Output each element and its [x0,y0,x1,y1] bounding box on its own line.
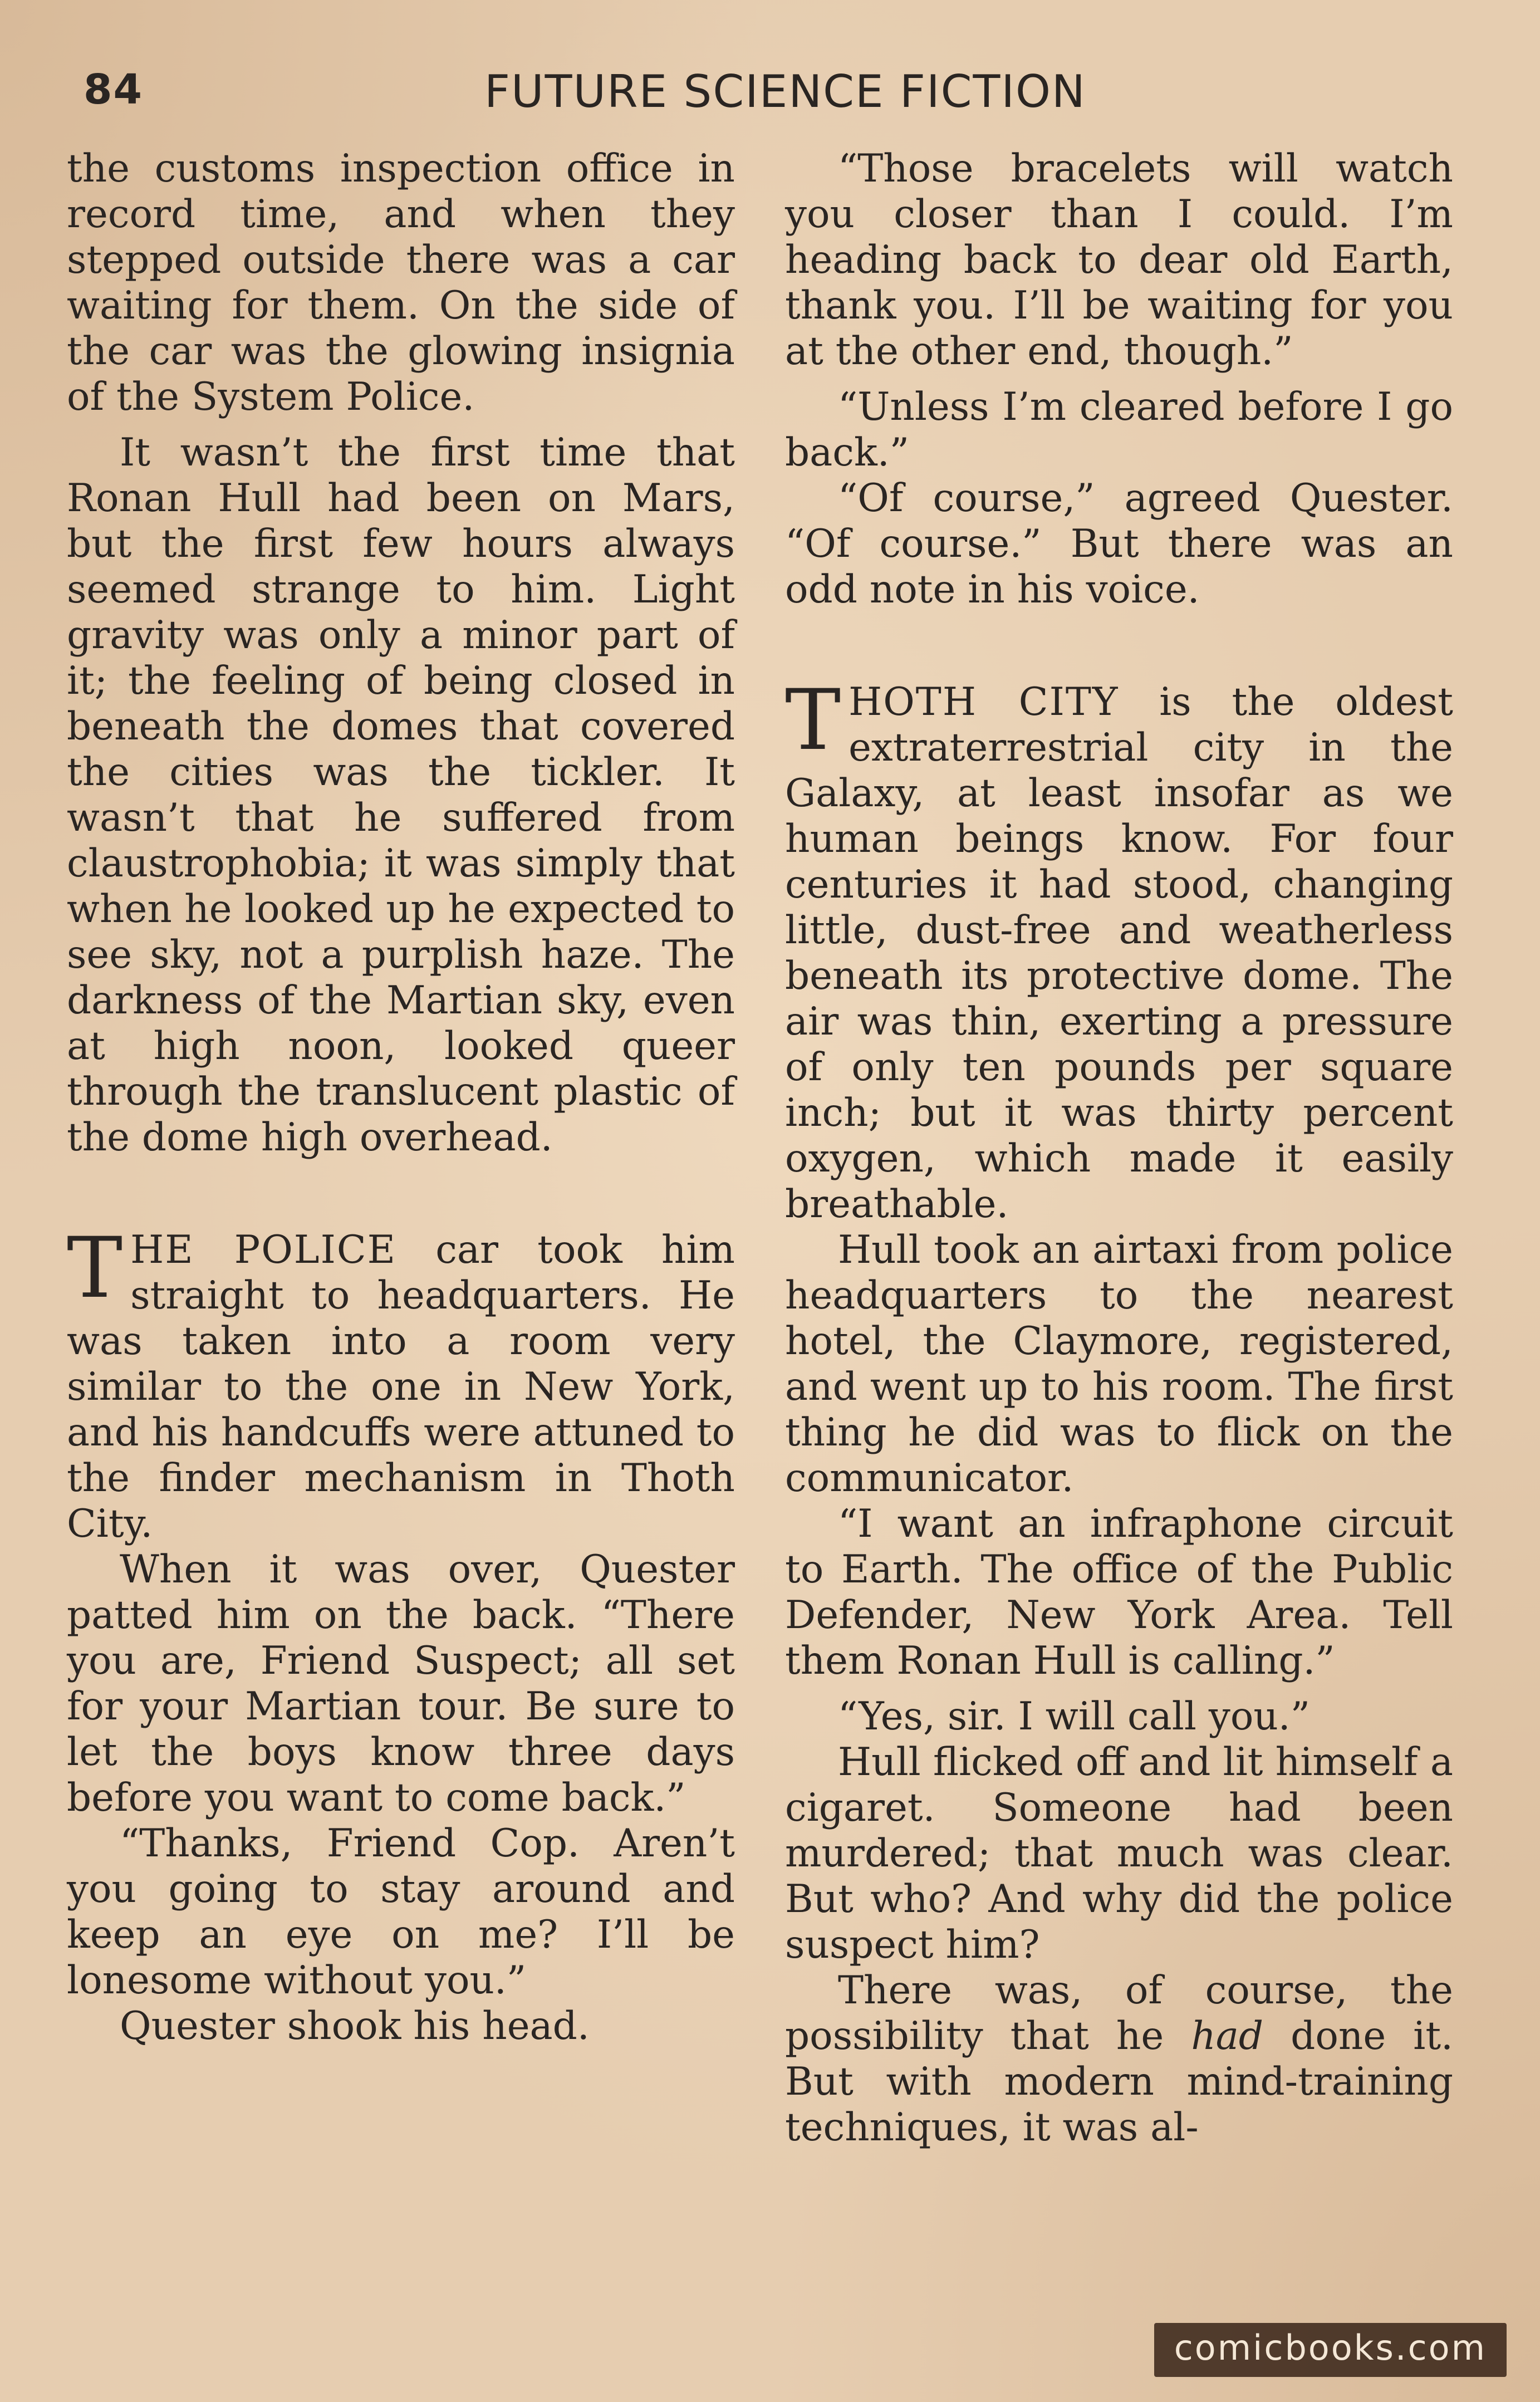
section-lead-words: HE POLICE [130,1228,397,1272]
emphasized-word: had [1191,2014,1264,2058]
left-paragraph-5: “Thanks, Friend Cop. Aren’t you going to stay around and keep an eye on me? I’ll be lonesome without you.” [67,1821,735,2003]
section-body: is the oldest extraterrestrial city in the Galaxy, at least insofar as we human beings know. For four centuries it had stood, changing little, dust-free and weatherless beneath its protective dome. The air was thin, exerting a pressure of only ten pounds per square inch; but it was thirty percent oxygen, which made it easily breathable. [785,680,1454,1227]
running-title: FUTURE SCIENCE FICTION [484,66,1086,117]
right-paragraph-3: “Of course,” agreed Quester. “Of course.” But there was an odd note in his voice. [785,476,1453,612]
paragraph-text: done it. But with modern mind-training techniques, it was al- [785,2014,1453,2150]
page-number: 84 [84,66,143,114]
right-paragraph-5: Hull took an airtaxi from police headquarters to the nearest hotel, the Claymore, registered, and went up to his room. The first thing he did was to flick on the communicator. [785,1228,1453,1501]
section-body: car took him straight to headquarters. He was taken into a room very similar to the one in New York, and his handcuffs were attuned to the finder mechanism in Thoth City. [67,1228,735,1546]
drop-cap: T [785,672,841,769]
right-column [785,146,1453,2150]
left-paragraph-4: When it was over, Quester patted him on the back. “There you are, Friend Suspect; all set for your Martian tour. Be sure to let the boys know three days before you want to come back.” [67,1547,735,1820]
right-paragraph-6: “I want an infraphone circuit to Earth. The office of the Public Defender, New York Area. Tell them Ronan Hull is calling.” [785,1502,1453,1683]
right-section-paragraph [785,672,1454,1227]
paragraph-text: There was, of course, the possibility that he [785,1968,1453,2058]
drop-cap: T [67,1220,123,1317]
left-column [67,146,735,2049]
left-paragraph-6: Quester shook his head. [120,2004,590,2048]
right-paragraph-2: “Unless I’m cleared before I go back.” [785,385,1453,475]
left-paragraph-2: It wasn’t the first time that Ronan Hull had been on Mars, but the first few hours always seemed strange to him. Light gravity was only a minor part of it; the feeling of being closed in beneath the domes that covered the cities was the tickler. It wasn’t that he suffered from claustrophobia; it was simply that when he looked up he expected to see sky, not a purplish haze. The darkness of the Martian sky, even at high noon, looked queer through the translucent plastic of the dome high overhead. [67,430,735,1160]
right-paragraph-7: “Yes, sir. I will call you.” [838,1694,1311,1739]
left-section-paragraph [67,1220,735,1547]
watermark: comicbooks.com [1154,2323,1507,2377]
right-paragraph-9 [785,1968,1453,2150]
right-paragraph-1: “Those bracelets will watch you closer than I could. I’m heading back to dear old Earth, thank you. I’ll be waiting for you at the other end, though.” [785,146,1453,374]
right-paragraph-8: Hull flicked off and lit himself a cigaret. Someone had been murdered; that much was clear. But who? And why did the police suspect him? [785,1740,1453,1967]
section-lead-words: HOTH CITY [849,680,1119,724]
left-paragraph-1: the customs inspection office in record time, and when they stepped outside there was a car waiting for them. On the side of the car was the glowing insignia of the System Police. [67,146,735,419]
